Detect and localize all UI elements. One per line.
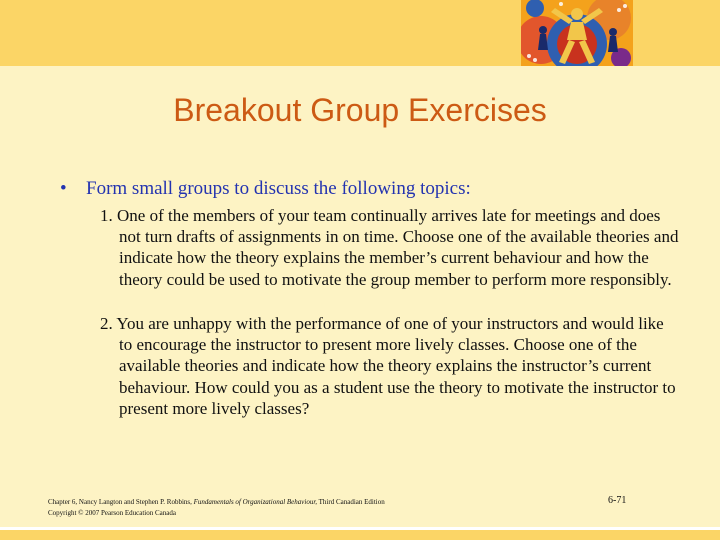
dancing-figures-logo-icon xyxy=(521,0,633,66)
topic-item-1: 1. One of the members of your team continually arrives late for meetings and does not turn drafts of assignments in on time. Choose one of the available theories and indicate how the theory explains the member’s current behaviour and how the theory could be used to motivate the group member to perform more responsibly. xyxy=(100,206,679,289)
copyright-line: Copyright © 2007 Pearson Education Canada xyxy=(48,509,176,517)
bullet-item xyxy=(60,177,680,201)
citation-book-title: Fundamentals of Organizational Behaviour, xyxy=(193,498,318,506)
page-number: 6-71 xyxy=(608,495,627,506)
citation-line xyxy=(48,497,385,508)
citation-edition: Third Canadian Edition xyxy=(317,498,385,506)
citation-authors: Chapter 6, Nancy Langton and Stephen P. Robbins, xyxy=(48,498,194,506)
footer-citation xyxy=(48,497,385,519)
bullet-text: Form small groups to discuss the following topics: xyxy=(86,178,471,199)
topic-item-2: 2. You are unhappy with the performance of one of your instructors and would like to encourage the instructor to present more lively classes. Choose one of the available theories and indicate how the theory explains the instructor’s current behaviour. How could you as a student use the theory to motivate the instructor to present more lively classes? xyxy=(100,314,676,418)
footer-band xyxy=(0,530,720,540)
bullet-marker: • xyxy=(60,178,67,199)
slide-title: Breakout Group Exercises xyxy=(173,92,547,128)
